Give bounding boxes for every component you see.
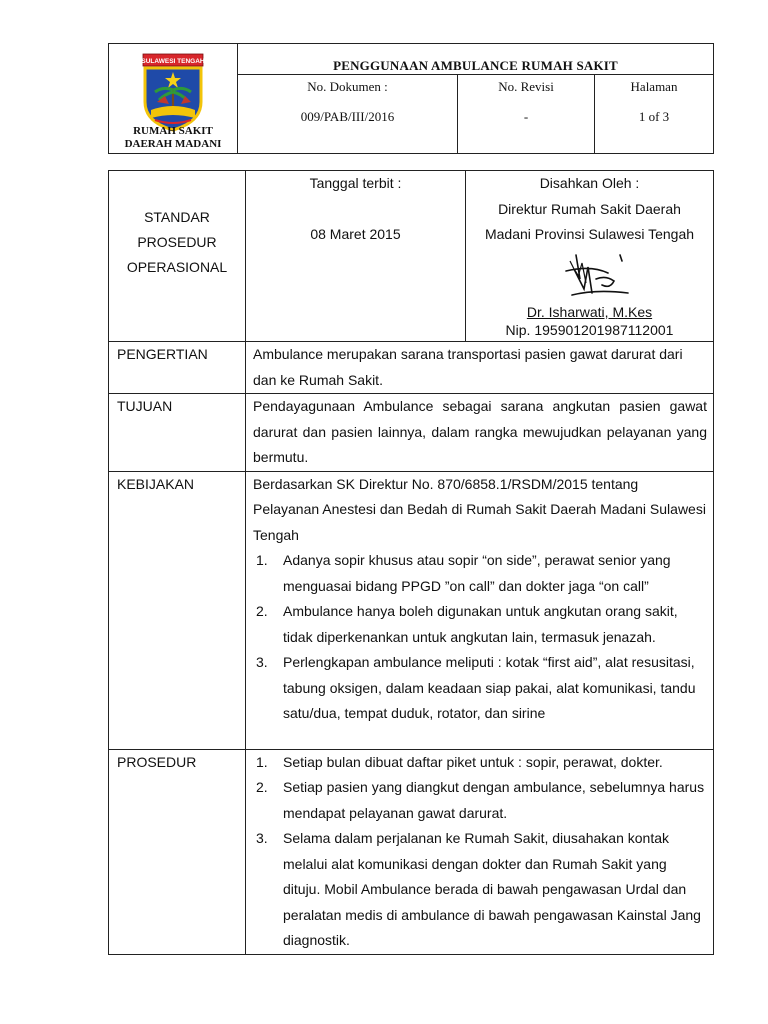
sop-table (108, 170, 714, 955)
sop-title-line-3: OPERASIONAL (126, 259, 228, 275)
list-item: 1. Setiap bulan dibuat daftar piket untuk : sopir, perawat, dokter. (256, 753, 663, 770)
revision-cell (458, 75, 595, 154)
pengertian-label: PENGERTIAN (109, 342, 246, 394)
kebijakan-list (253, 548, 707, 727)
document-title: PENGGUNAAN AMBULANCE RUMAH SAKIT (238, 44, 714, 75)
logo-cell (109, 44, 238, 154)
signer-name: Dr. Isharwati, M.Kes (526, 304, 653, 320)
regional-emblem-logo (133, 52, 213, 132)
doc-number-label: No. Dokumen : (307, 79, 388, 94)
doc-number-cell (238, 75, 458, 154)
approver-title-line-1: Direktur Rumah Sakit Daerah (498, 200, 681, 217)
approval-cell (466, 171, 714, 342)
page-cell (595, 75, 714, 154)
kebijakan-intro: Berdasarkan SK Direktur No. 870/6858.1/RSDM/2015 tentang Pelayanan Anestesi dan Bedah di Rumah Sakit Daerah Madani Sulawesi Tengah (253, 475, 706, 543)
kebijakan-label: KEBIJAKAN (109, 471, 246, 749)
approval-label: Disahkan Oleh : (539, 175, 640, 191)
sop-title (109, 205, 245, 280)
svg-text:SULAWESI TENGAH: SULAWESI TENGAH (141, 58, 205, 65)
approver-title-line-2: Madani Provinsi Sulawesi Tengah (484, 226, 695, 242)
page-label: Halaman (630, 79, 678, 94)
issue-date-label: Tanggal terbit : (309, 175, 402, 191)
document-header (108, 43, 714, 154)
sop-title-line-2: PROSEDUR (137, 234, 217, 250)
sop-title-cell (109, 171, 246, 342)
page-value: 1 of 3 (638, 109, 670, 124)
list-item: 3. Selama dalam perjalanan ke Rumah Sakit, diusahakan kontak melalui alat komunikasi dengan dokter dan Rumah Sakit yang dituju. Mobil Ambulance berada di bawah pengawasan Urdal dan peralatan medis di ambulance di bawah pengawasan Kainstal Jang diagnostik. (256, 830, 701, 948)
pengertian-text: Ambulance merupakan sarana transportasi pasien gawat darurat dari dan ke Rumah Sakit. (246, 342, 714, 394)
sop-title-line-1: STANDAR (144, 209, 210, 225)
list-item: 3. Perlengkapan ambulance meliputi : kotak “first aid”, alat resusitasi, tabung oksigen, dalam keadaan siap pakai, alat komunikasi, tandu satu/dua, tempat duduk, rotator, dan sirine (256, 654, 696, 721)
organization-name (109, 125, 237, 151)
tujuan-text: Pendayagunaan Ambulance sebagai sarana angkutan pasien gawat darurat dan pasien lainnya, dalam rangka mewujudkan pelayanan yang bermutu. (246, 394, 714, 472)
tujuan-label: TUJUAN (109, 394, 246, 472)
list-item: 2. Ambulance hanya boleh digunakan untuk angkutan orang sakit, tidak diperkenankan untuk angkutan lain, termasuk jenazah. (256, 603, 678, 645)
list-item: 1. Adanya sopir khusus atau sopir “on side”, perawat senior yang menguasai bidang PPGD ”on call” dan dokter jaga “on call” (256, 552, 671, 594)
signature-image (536, 249, 646, 307)
revision-label: No. Revisi (498, 79, 554, 94)
issue-date-value: 08 Maret 2015 (310, 225, 401, 242)
issue-date-cell (246, 171, 466, 342)
prosedur-content (246, 749, 714, 954)
revision-value: - (523, 109, 529, 124)
doc-number-value: 009/PAB/III/2016 (300, 109, 395, 124)
prosedur-list (253, 750, 707, 954)
signer-nip: Nip. 195901201987112001 (505, 322, 674, 338)
org-line-2: DAERAH MADANI (124, 138, 222, 150)
kebijakan-content (246, 471, 714, 749)
prosedur-label: PROSEDUR (109, 749, 246, 954)
list-item: 2. Setiap pasien yang diangkut dengan ambulance, sebelumnya harus mendapat pelayanan gawat darurat. (256, 779, 705, 821)
org-line-1: RUMAH SAKIT (133, 125, 213, 137)
